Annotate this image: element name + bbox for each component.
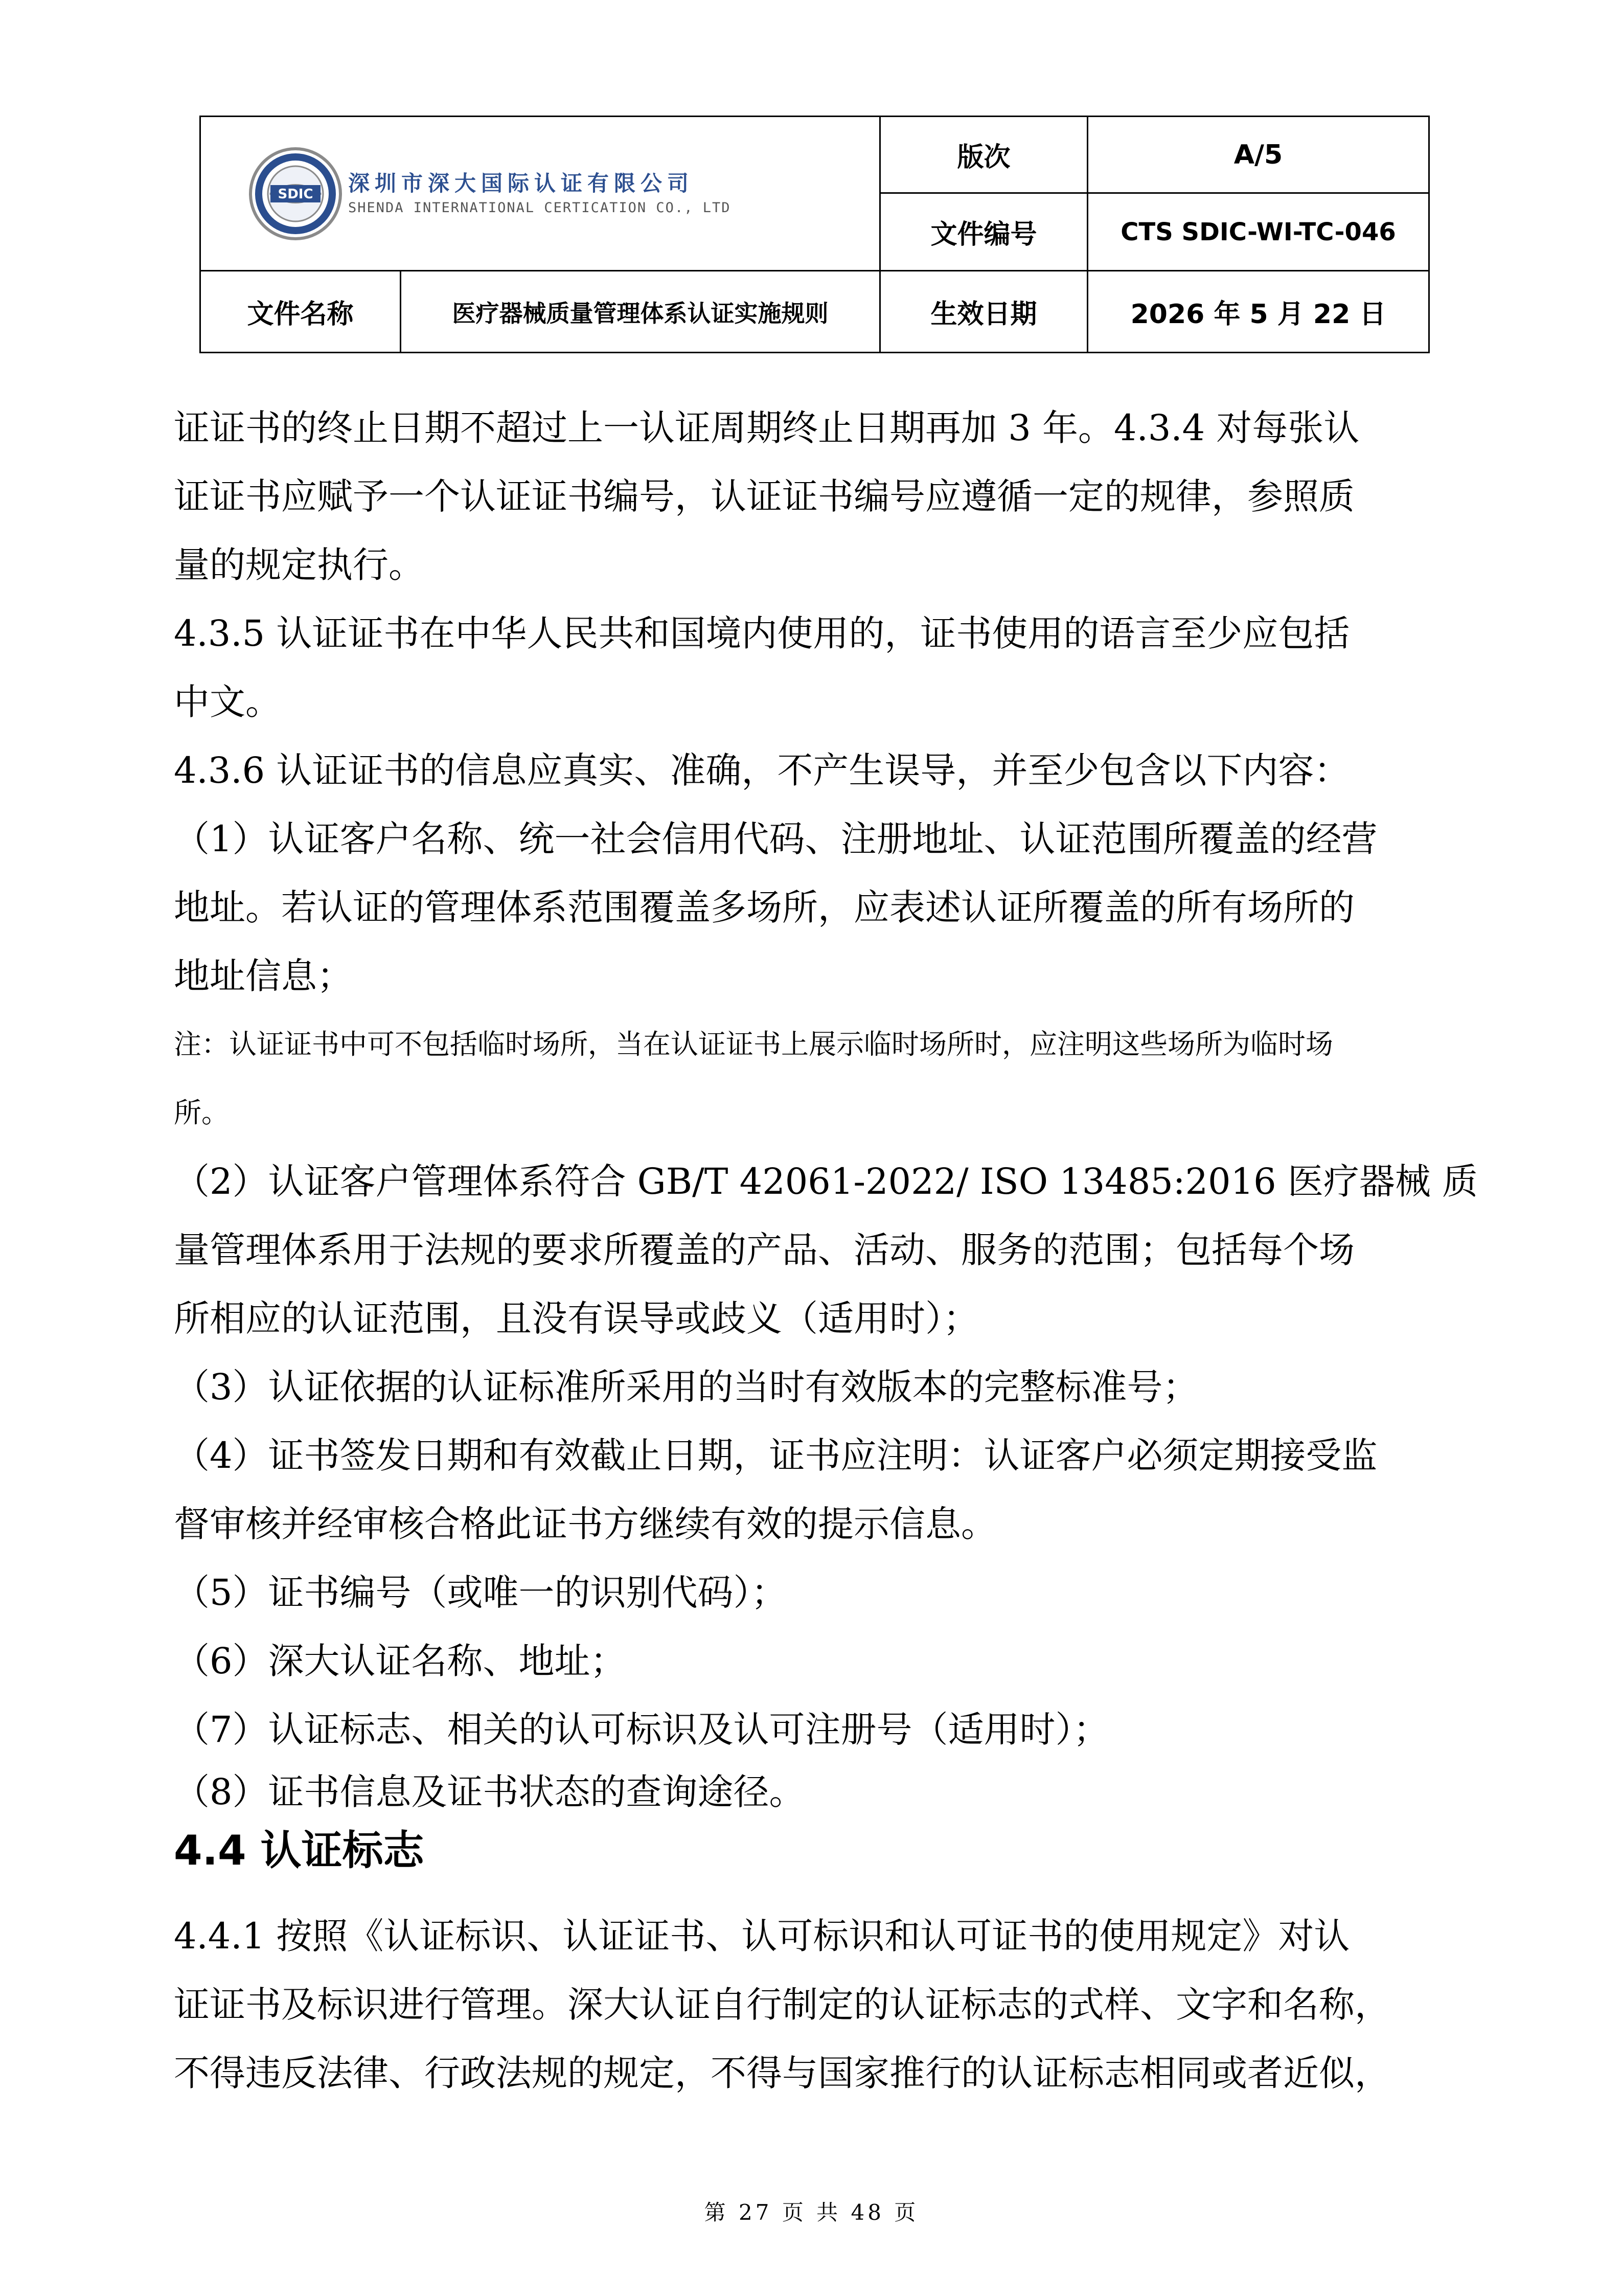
- doc-name-label: 文件名称: [200, 271, 401, 353]
- body-line: （5）证书编号（或唯一的识别代码）；: [174, 1572, 787, 1613]
- body-line: 4.3.6 认证证书的信息应真实、准确，不产生误导，并至少包含以下内容：: [174, 749, 1350, 791]
- company-name-cn: 深圳市深大国际认证有限公司: [348, 170, 694, 196]
- body-line: （1）认证客户名称、统一社会信用代码、注册地址、认证范围所覆盖的经营: [174, 818, 1378, 860]
- body-line: （8）证书信息及证书状态的查询途径。: [174, 1771, 805, 1813]
- body-line: 证证书的终止日期不超过上一认证周期终止日期再加 3 年。4.3.4 对每张认: [174, 407, 1360, 449]
- company-logo-cell: [200, 117, 880, 271]
- version-label: 版次: [880, 117, 1088, 193]
- body-line: （2）认证客户管理体系符合 GB/T 42061-2022/ ISO 13485:2016 医疗器械 质: [174, 1161, 1478, 1202]
- body-line: 所相应的认证范围，且没有误导或歧义（适用时）；: [174, 1298, 979, 1339]
- body-line: 4.3.5 认证证书在中华人民共和国境内使用的，证书使用的语言至少应包括: [174, 612, 1350, 654]
- version-value: A/5: [1088, 117, 1429, 193]
- body-line: 地址信息；: [174, 955, 353, 997]
- body-line: 督审核并经审核合格此证书方继续有效的提示信息。: [174, 1503, 997, 1545]
- body-line: （6）深大认证名称、地址；: [174, 1640, 626, 1682]
- company-name-block: [348, 169, 730, 218]
- document-body: [174, 394, 1478, 2107]
- doc-name-value: 医疗器械质量管理体系认证实施规则: [401, 271, 880, 353]
- body-line: 证证书及标识进行管理。深大认证自行制定的认证标志的式样、文字和名称，: [174, 1984, 1390, 2026]
- body-line: （7）认证标志、相关的认可标识及认可注册号（适用时）；: [174, 1709, 1109, 1751]
- sdic-logo-icon: [247, 145, 344, 242]
- body-line: 量管理体系用于法规的要求所覆盖的产品、活动、服务的范围；包括每个场: [174, 1229, 1355, 1271]
- effective-date-value: 2026 年 5 月 22 日: [1088, 271, 1429, 353]
- page-number: 第 27 页 共 48 页: [704, 2200, 919, 2225]
- doc-no-value: CTS SDIC-WI-TC-046: [1088, 193, 1429, 271]
- body-line: 地址。若认证的管理体系范围覆盖多场所，应表述认证所覆盖的所有场所的: [174, 886, 1355, 928]
- company-name-en: SHENDA INTERNATIONAL CERTICATION CO., LTD: [348, 199, 731, 216]
- body-line: 不得违反法律、行政法规的规定，不得与国家推行的认证标志相同或者近似，: [174, 2052, 1390, 2094]
- body-line: 中文。: [174, 681, 281, 723]
- effective-date-label: 生效日期: [880, 271, 1088, 353]
- document-header-table: [199, 116, 1430, 353]
- note-line: 所。: [174, 1097, 229, 1129]
- body-line: 量的规定执行。: [174, 544, 424, 586]
- doc-no-label: 文件编号: [880, 193, 1088, 271]
- body-line: （3）认证依据的认证标准所采用的当时有效版本的完整标准号；: [174, 1366, 1199, 1408]
- body-line: 证证书应赋予一个认证证书编号，认证证书编号应遵循一定的规律，参照质: [174, 475, 1355, 517]
- company-brand: [201, 145, 879, 242]
- body-line: 4.4.1 按照《认证标识、认证证书、认可标识和认可证书的使用规定》对认: [174, 1915, 1350, 1957]
- note-line: 注：认证证书中可不包括临时场所，当在认证证书上展示临时场所时，应注明这些场所为临时场: [174, 1028, 1333, 1060]
- body-line: （4）证书签发日期和有效截止日期，证书应注明：认证客户必须定期接受监: [174, 1435, 1378, 1476]
- section-heading: 4.4 认证标志: [174, 1827, 424, 1874]
- logo-text: SDIC: [278, 186, 313, 202]
